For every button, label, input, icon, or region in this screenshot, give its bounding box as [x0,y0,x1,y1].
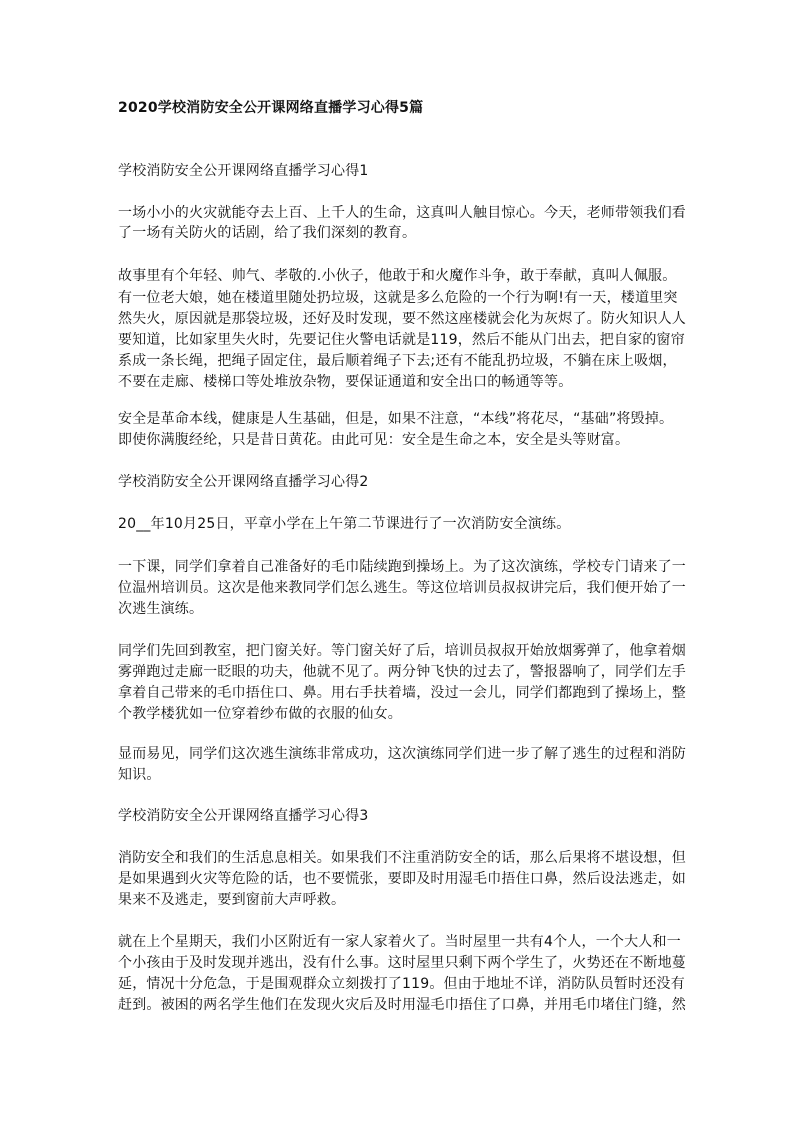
s3-p2-line-3: 延，情况十分危急，于是围观群众立刻拨打了119。但由于地址不详，消防队员暂时还没有 [118,976,685,992]
s1-p2-line-6: 不要在走廊、楼梯口等处堆放杂物，要保证通道和安全出口的畅通等等。 [118,374,573,390]
s1-p1-line-1: 一场小小的火灾就能夺去上百、上千人的生命，这真叫人触目惊心。今天，老师带领我们看 [118,205,686,221]
s1-p2-line-4: 要知道，比如家里失火时，先要记住火警电话就是119，然后不能从门出去，把自家的窗帘 [118,332,685,348]
s2-p3-line-2: 雾弹跑过走廊一眨眼的功夫，他就不见了。两分钟飞快的过去了，警报器响了，同学们左手 [118,664,686,680]
s2-p4-line-2: 知识。 [118,767,161,783]
s1-p2-line-3: 然失火，原因就是那袋垃圾，还好及时发现，要不然这座楼就会化为灰烬了。防火知识人人 [118,311,686,327]
s3-p1-line-1: 消防安全和我们的生活息息相关。如果我们不注重消防安全的话，那么后果将不堪设想，但 [118,850,686,866]
s1-p3-line-1: 安全是革命本线，健康是人生基础，但是，如果不注意，“本线”将花尽，“基础”将毁掉。 [118,411,674,427]
s3-p1-line-3: 果来不及逃走，要到窗前大声呼救。 [118,892,346,908]
document-title: 2020学校消防安全公开课网络直播学习心得5篇 [118,100,424,116]
s1-p3-line-2: 即使你满腹经纶，只是昔日黄花。由此可见：安全是生命之本，安全是头等财富。 [118,432,630,448]
s2-p3-line-1: 同学们先回到教室，把门窗关好。等门窗关好了后，培训员叔叔开始放烟雾弹了，他拿着烟 [118,643,686,659]
s1-p1-line-2: 了一场有关防火的话剧，给了我们深刻的教育。 [118,225,417,241]
s2-p3-line-4: 个教学楼犹如一位穿着纱布做的衣服的仙女。 [118,706,402,722]
s2-p4-line-1: 显而易见，同学们这次逃生演练非常成功，这次演练同学们进一步了解了逃生的过程和消防 [118,746,686,762]
s2-p3-line-3: 拿着自己带来的毛巾捂住口、鼻。用右手扶着墙，没过一会儿，同学们都跑到了操场上，整 [118,685,686,701]
s1-p2-line-5: 系成一条长绳，把绳子固定住，最后顺着绳子下去;还有不能乱扔垃圾，不躺在床上吸烟， [118,353,677,369]
section-3-heading: 学校消防安全公开课网络直播学习心得3 [118,808,369,824]
s3-p1-line-2: 是如果遇到火灾等危险的话，也不要慌张，要即及时用湿毛巾捂住口鼻，然后设法逃走，如 [118,871,686,887]
s1-p2-line-1: 故事里有个年轻、帅气、孝敬的.小伙子，他敢于和火魔作斗争，敢于奉献，真叫人佩服。 [118,268,677,284]
s3-p2-line-4: 赶到。被困的两名学生他们在发现火灾后及时用湿毛巾捂住了口鼻，并用毛巾堵住门缝，然 [118,997,686,1013]
s2-p2-line-1: 一下课，同学们拿着自己准备好的毛巾陆续跑到操场上。为了这次演练，学校专门请来了一 [118,559,686,575]
s2-p2-line-2: 位温州培训员。这次是他来教同学们怎么逃生。等这位培训员叔叔讲完后，我们便开始了一 [118,580,686,596]
s2-p1-line-1: 20__年10月25日，平章小学在上午第二节课进行了一次消防安全演练。 [118,516,571,532]
section-2-heading: 学校消防安全公开课网络直播学习心得2 [118,474,369,490]
s2-p2-line-3: 次逃生演练。 [118,601,204,617]
s3-p2-line-2: 个小孩由于及时发现并逃出，没有什么事。这时屋里只剩下两个学生了，火势还在不断地蔓 [118,955,686,971]
section-1-heading: 学校消防安全公开课网络直播学习心得1 [118,163,369,179]
s3-p2-line-1: 就在上个星期天，我们小区附近有一家人家着火了。当时屋里一共有4个人，一个大人和一 [118,934,681,950]
s1-p2-line-2: 有一位老大娘，她在楼道里随处扔垃圾，这就是多么危险的一个行为啊!有一天，楼道里突 [118,290,678,306]
